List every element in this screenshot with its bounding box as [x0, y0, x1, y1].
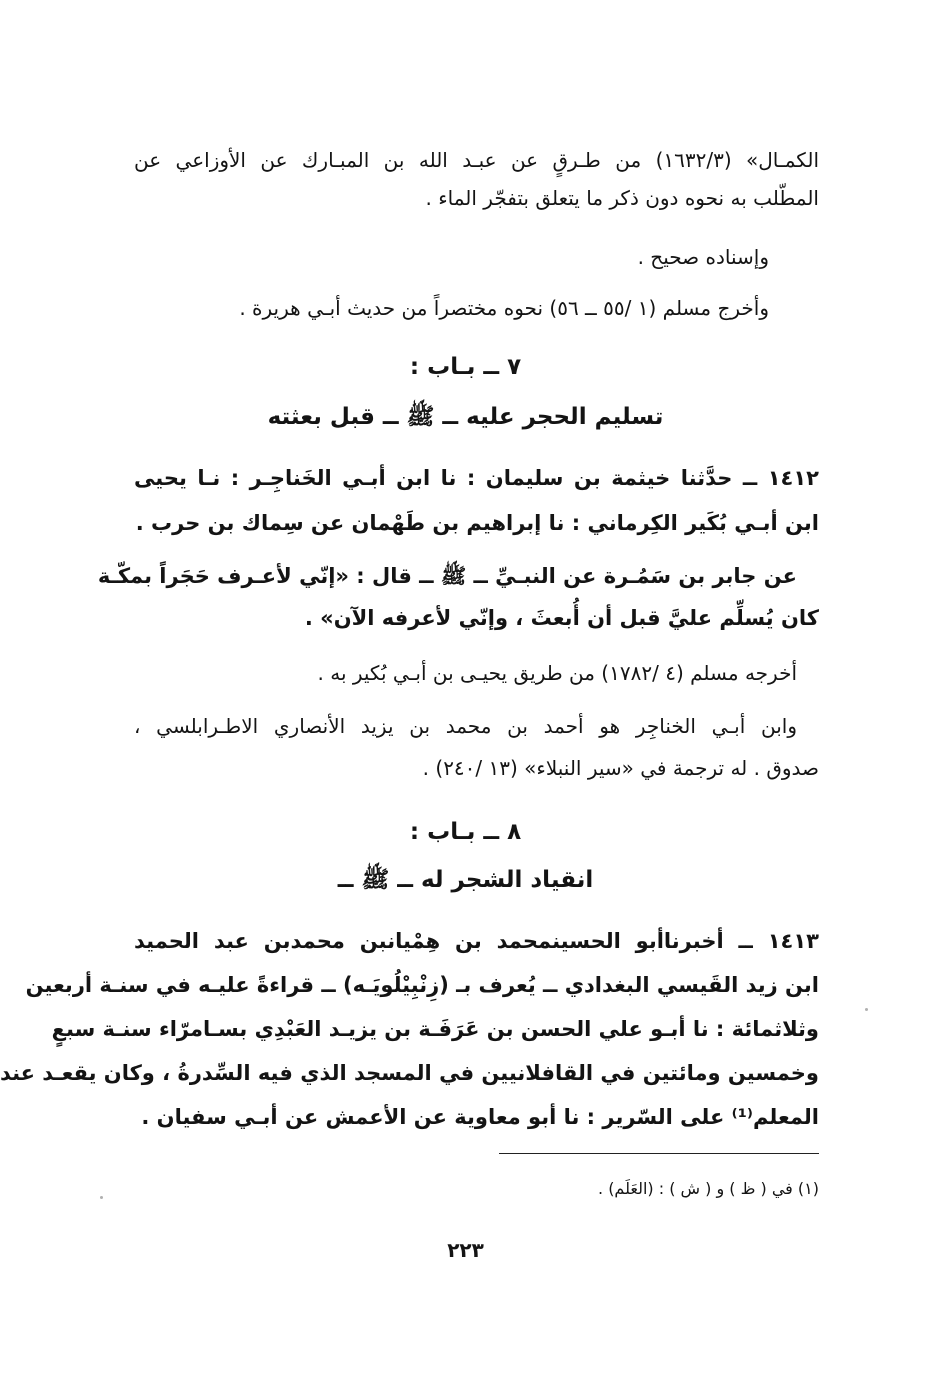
- hadith-1412-line: ١٤١٢ ــ حدَّثنا خيثمة بن سليمان : نا ابن أبـي الخَناجِـر : نـا يحيى: [134, 466, 819, 490]
- hadith-1413-line: وثلاثمائة : نا أبـو علي الحسن بن عَرَفَـة بن يزيـد العَبْدِي بسـامرّاء سنـة سبعٍ: [51, 1017, 819, 1041]
- paragraph-line: الكمـال» (١٦٣٢/٣) من طـرقٍ عن عبـد الله بن المبـارك عن الأوزاعي عن: [134, 148, 820, 172]
- hadith-1413-line: ١٤١٣ ــ أخبرناأبو الحسينمحمد بن هِمْيانبن محمدبن عبد الحميد: [134, 929, 819, 953]
- hadith-1413-line: المعلم⁽¹⁾ على السّرير : نا أبو معاوية عن الأعمش عن أبـي سفيان .: [141, 1105, 819, 1129]
- hadith-1413-line: ابن زيد القَيسي البغدادي ــ يُعرف بـ (زِنْبِيْلُويَـه) ــ قراءةً عليـه في سنـة أربعين: [25, 973, 819, 997]
- paragraph-line: وأخرج مسلم (١ /٥٥ ــ ٥٦) نحوه مختصراً من حديث أبـي هريرة .: [239, 296, 769, 320]
- scan-speck: [100, 1196, 103, 1199]
- hadith-1412-line: ابن أبـي بُكَير الكِرماني : نا إبراهيم بن طَهْمان عن سِماك بن حرب .: [135, 511, 819, 535]
- page-number: ٢٢٣: [447, 1238, 484, 1262]
- footnote: (١) في ( ظ ) و ( ش ) : (العَلَم) .: [598, 1179, 819, 1198]
- paragraph-line: المطّلب به نحوه دون ذكر ما يتعلق بتفجّر الماء .: [425, 186, 819, 210]
- footnote-divider: [499, 1153, 819, 1154]
- hadith-1412-line: عن جابر بن سَمُـرة عن النبـيِّ ــ ﷺ ــ قال : «إنّي لأعـرف حَجَراً بمكّـة: [97, 564, 797, 588]
- commentary-line: وابن أبـي الخناجِر هو أحمد بن محمد بن يزيد الأنصاري الاطـرابلسي ،: [134, 714, 797, 738]
- chapter-7-number: ٧ ــ بـاب :: [409, 354, 522, 380]
- commentary-line: أخرجه مسلم (٤ /١٧٨٢) من طريق يحيـى بن أبـي بُكير به .: [317, 661, 797, 685]
- commentary-line: صدوق . له ترجمة في «سير النبلاء» (١٣ /٢٤٠) .: [422, 756, 819, 780]
- hadith-1413-line: وخمسين ومائتين في القافلانيين في المسجد الذي فيه السِّدرةُ ، وكان يقعـد عند: [0, 1061, 819, 1085]
- hadith-1412-line: كان يُسلِّم عليَّ قبل أن أُبعثَ ، وإنّي لأعرفه الآن» .: [304, 606, 819, 630]
- chapter-7-title: تسليم الحجر عليه ــ ﷺ ــ قبل بعثته: [267, 404, 664, 430]
- chapter-8-number: ٨ ــ بـاب :: [409, 819, 522, 845]
- chapter-8-title: انقياد الشجر له ــ ﷺ ــ: [337, 867, 594, 893]
- scan-speck: [865, 1008, 868, 1011]
- paragraph-line: وإسناده صحيح .: [637, 245, 769, 269]
